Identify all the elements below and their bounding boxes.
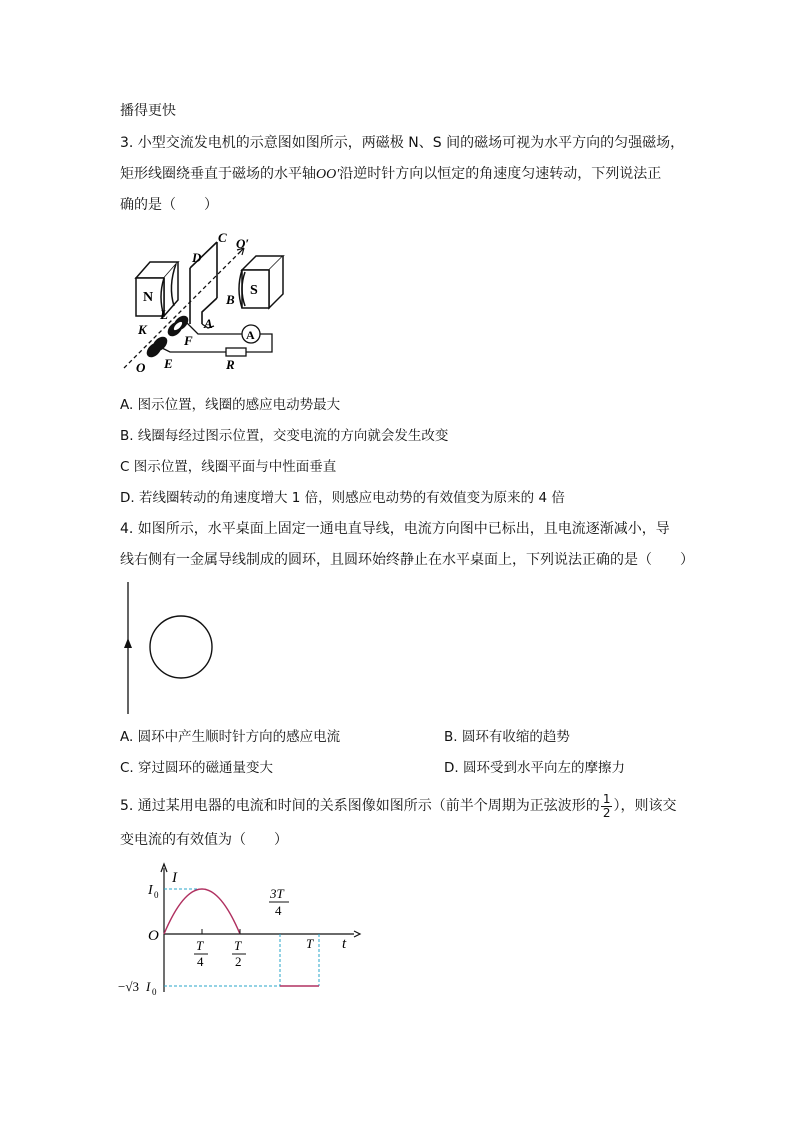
frac-denominator: 2 — [602, 805, 611, 820]
q4-option-c[interactable]: C. 穿过圆环的磁通量变大 — [120, 760, 274, 776]
label-o: O — [136, 360, 146, 375]
label-a: A — [204, 316, 213, 331]
label-l: L — [160, 307, 168, 322]
q5-line2: 变电流的有效值为（ ） — [120, 832, 288, 848]
q3-option-c[interactable]: C 图示位置，线圈平面与中性面垂直 — [120, 459, 337, 475]
metal-ring — [150, 616, 212, 678]
generator-diagram — [118, 228, 288, 376]
t-axis-arrow-icon — [354, 931, 360, 937]
origin-label: O — [148, 928, 159, 944]
q4-option-b[interactable]: B. 圆环有收缩的趋势 — [444, 729, 570, 745]
q5-line1-pre: 5. 通过某用电器的电流和时间的关系图像如图所示（前半个周期为正弦波形的 — [120, 798, 600, 814]
label-e: E — [164, 356, 173, 371]
label-c: C — [218, 230, 227, 245]
q3-line2-pre: 矩形线圈绕垂直于磁场的水平轴 — [120, 166, 316, 182]
top-text: 播得更快 — [120, 103, 176, 119]
q3-line2 — [120, 164, 661, 185]
label-r: R — [226, 357, 235, 372]
n-magnet — [136, 262, 178, 316]
q5-line1-post: ），则该交 — [613, 798, 677, 814]
current-time-graph — [114, 858, 364, 998]
sine-half-wave — [164, 889, 240, 934]
q4-option-d[interactable]: D. 圆环受到水平向左的摩擦力 — [444, 760, 625, 776]
t2-den: 2 — [235, 954, 242, 969]
label-k: K — [138, 322, 147, 337]
neg-i-label: I — [146, 979, 151, 994]
q3-option-a[interactable]: A. 图示位置，线圈的感应电动势最大 — [120, 397, 341, 413]
q5-line1 — [120, 792, 676, 820]
current-arrow-icon — [124, 638, 132, 648]
i-axis-label: I — [172, 870, 177, 886]
wire-ring-diagram — [118, 578, 228, 718]
q3-line1: 3. 小型交流发电机的示意图如图所示，两磁极 N、S 间的磁场可视为水平方向的匀强磁场， — [120, 135, 685, 151]
n-label: N — [143, 290, 154, 305]
label-d: D — [192, 250, 202, 265]
t34-num: 3T — [270, 886, 284, 901]
q3-option-d[interactable]: D. 若线圈转动的角速度增大 1 倍，则感应电动势的有效值变为原来的 4 倍 — [120, 490, 565, 506]
neg-i-sub: 0 — [152, 987, 157, 997]
t2-num: T — [234, 938, 242, 953]
ammeter-label: A — [246, 328, 255, 342]
s-magnet — [239, 256, 283, 308]
frac-numerator: 1 — [602, 791, 611, 806]
label-f: F — [184, 333, 193, 348]
q4-line1: 4. 如图所示，水平桌面上固定一通电直导线，电流方向图中已标出，且电流逐渐减小，导 — [120, 521, 670, 537]
q3-line3: 确的是（ ） — [120, 197, 218, 213]
q4-line2: 线右侧有一金属导线制成的圆环，且圆环始终静止在水平桌面上，下列说法正确的是（ ） — [120, 552, 694, 568]
t4-num: T — [196, 938, 204, 953]
resistor-icon — [226, 348, 246, 356]
t4-den: 4 — [197, 954, 204, 969]
label-o-prime: O′ — [236, 236, 250, 251]
t-axis-label: t — [342, 936, 347, 952]
neg-sqrt3-label: −√3 — [118, 979, 139, 994]
q3-option-b[interactable]: B. 线圈每经过图示位置，交变电流的方向就会发生改变 — [120, 428, 449, 444]
q3-axis-label: OO′ — [316, 167, 340, 182]
q3-line2-post: 沿逆时针方向以恒定的角速度匀速转动，下列说法正 — [339, 166, 662, 182]
q5-fraction — [601, 793, 613, 820]
i0-label: I — [148, 883, 153, 898]
label-b: B — [226, 292, 235, 307]
t-period-label: T — [306, 936, 314, 951]
t34-den: 4 — [275, 903, 282, 918]
i0-sub: 0 — [154, 890, 159, 900]
q4-option-a[interactable]: A. 圆环中产生顺时针方向的感应电流 — [120, 729, 341, 745]
s-label: S — [250, 283, 258, 298]
